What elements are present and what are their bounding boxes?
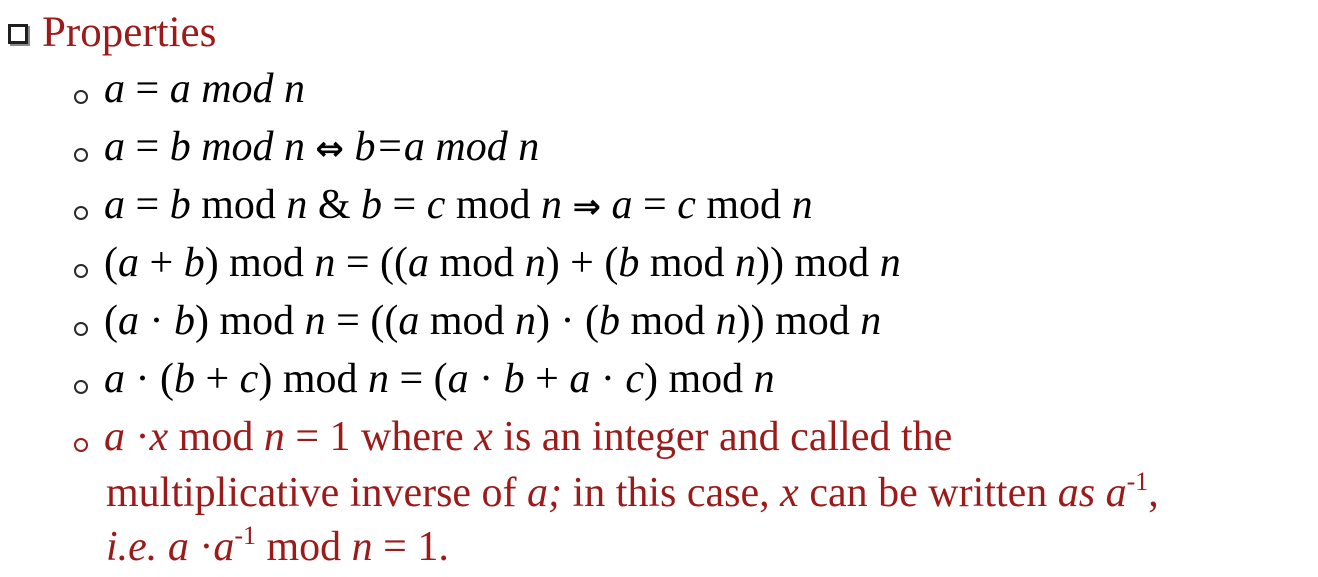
heading-text: Properties xyxy=(42,9,217,56)
circle-bullet-icon xyxy=(74,322,88,336)
slide-heading xyxy=(8,6,216,60)
circle-bullet-icon xyxy=(74,148,88,162)
circle-bullet-icon xyxy=(74,438,88,452)
property-symmetric: a = b mod n ⇔ b=a mod n xyxy=(74,120,539,174)
circle-bullet-icon xyxy=(74,90,88,104)
property-transitive: a = b mod n & b = c mod n ⇒ a = c mod n xyxy=(74,178,813,232)
inverse-definition-line-2: multiplicative inverse of a; in this case, x can be written as $a^{-1}$, xyxy=(106,467,1159,516)
implies-arrow-icon: ⇒ xyxy=(572,187,602,227)
property-addition: (a + b) mod n = ((a mod n) + (b mod n)) mod n xyxy=(74,236,901,290)
property-distributive: a · (b + c) mod n = (a · b + a · c) mod n xyxy=(74,352,775,406)
property-reflexive: a = a mod n xyxy=(74,62,305,116)
iff-arrow-icon: ⇔ xyxy=(315,129,345,169)
circle-bullet-icon xyxy=(74,206,88,220)
property-multiplication: (a · b) mod n = ((a mod n) · (b mod n)) mod n xyxy=(74,294,881,348)
inverse-definition-line-3: i.e. $a \cdot a^{-1}$ mod n = 1. xyxy=(106,521,449,570)
inverse-definition-line-1: a ·x mod n = 1 where x is an integer and called the xyxy=(74,410,952,464)
circle-bullet-icon xyxy=(74,380,88,394)
circle-bullet-icon xyxy=(74,264,88,278)
square-bullet-icon xyxy=(8,24,28,44)
